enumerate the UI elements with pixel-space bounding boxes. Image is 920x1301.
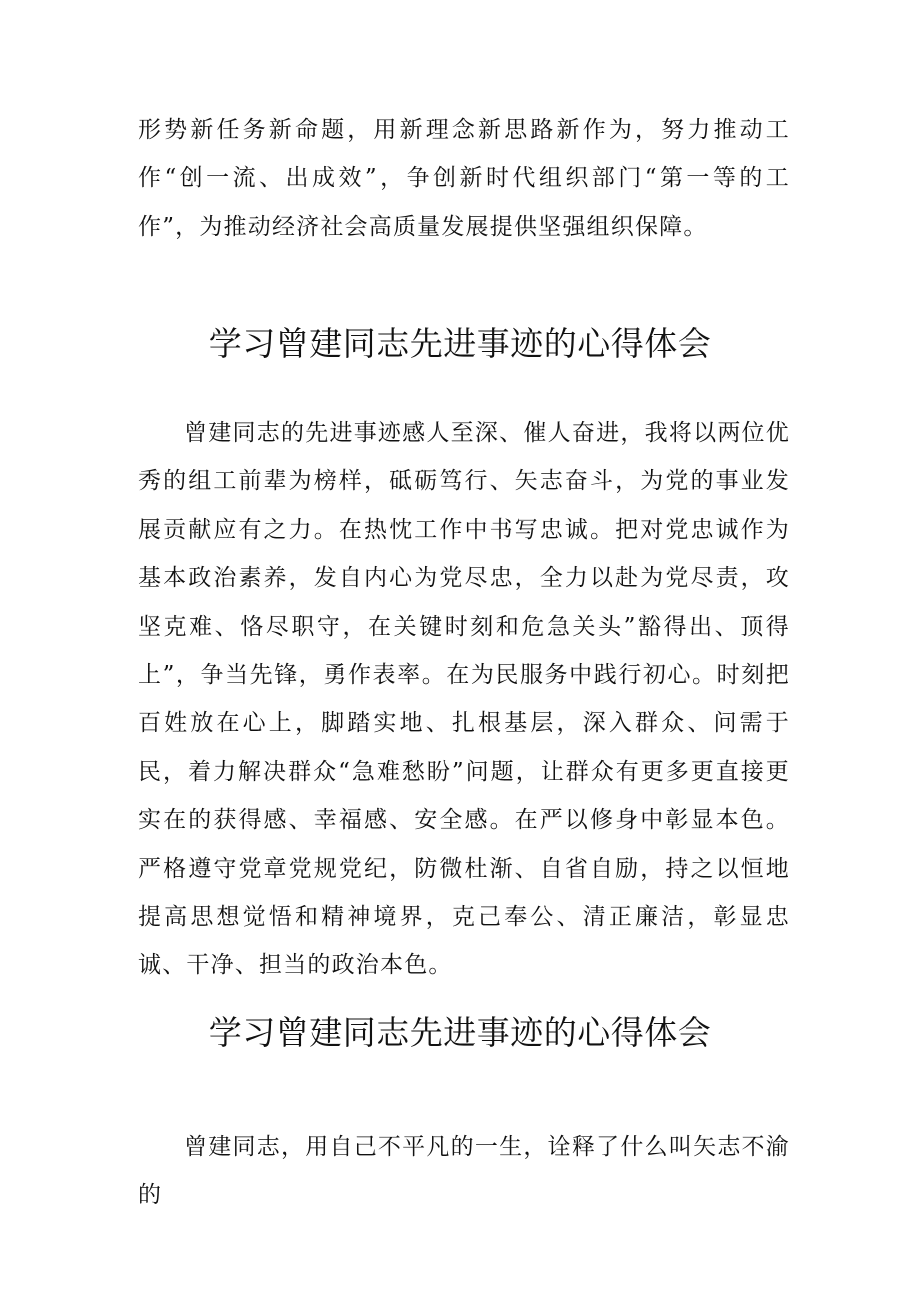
section-paragraph-2: 曾建同志，用自己不平凡的一生，诠释了什么叫矢志不渝的 (138, 1134, 790, 1209)
section-heading-2: 学习曾建同志先进事迹的心得体会 (208, 1013, 712, 1052)
continued-paragraph: 形势新任务新命题，用新理念新思路新作为，努力推动工作“创一流、出成效”，争创新时代组织部门“第一等的工作”，为推动经济社会高质量发展提供坚强组织保障。 (138, 117, 790, 240)
section-heading-1: 学习曾建同志先进事迹的心得体会 (208, 324, 712, 363)
section-paragraph-1: 曾建同志的先进事迹感人至深、催人奋进，我将以两位优秀的组工前辈为榜样，砥砺笃行、矢志奋斗，为党的事业发展贡献应有之力。在热忱工作中书写忠诚。把对党忠诚作为基本政治素养，发自内心为党尽忠，全力以赴为党尽责，攻坚克难、恪尽职守，在关键时刻和危急关头”豁得出、顶得上”，争当先锋，勇作表率。在为民服务中践行初心。时刻把百姓放在心上，脚踏实地、扎根基层，深入群众、问需于民，着力解决群众“急难愁盼”问题，让群众有更多更直接更实在的获得感、幸福感、安全感。在严以修身中彰显本色。严格遵守党章党规党纪，防微杜渐、自省自励，持之以恒地提高思想觉悟和精神境界，克己奉公、清正廉洁，彰显忠诚、干净、担当的政治本色。 (138, 420, 790, 979)
